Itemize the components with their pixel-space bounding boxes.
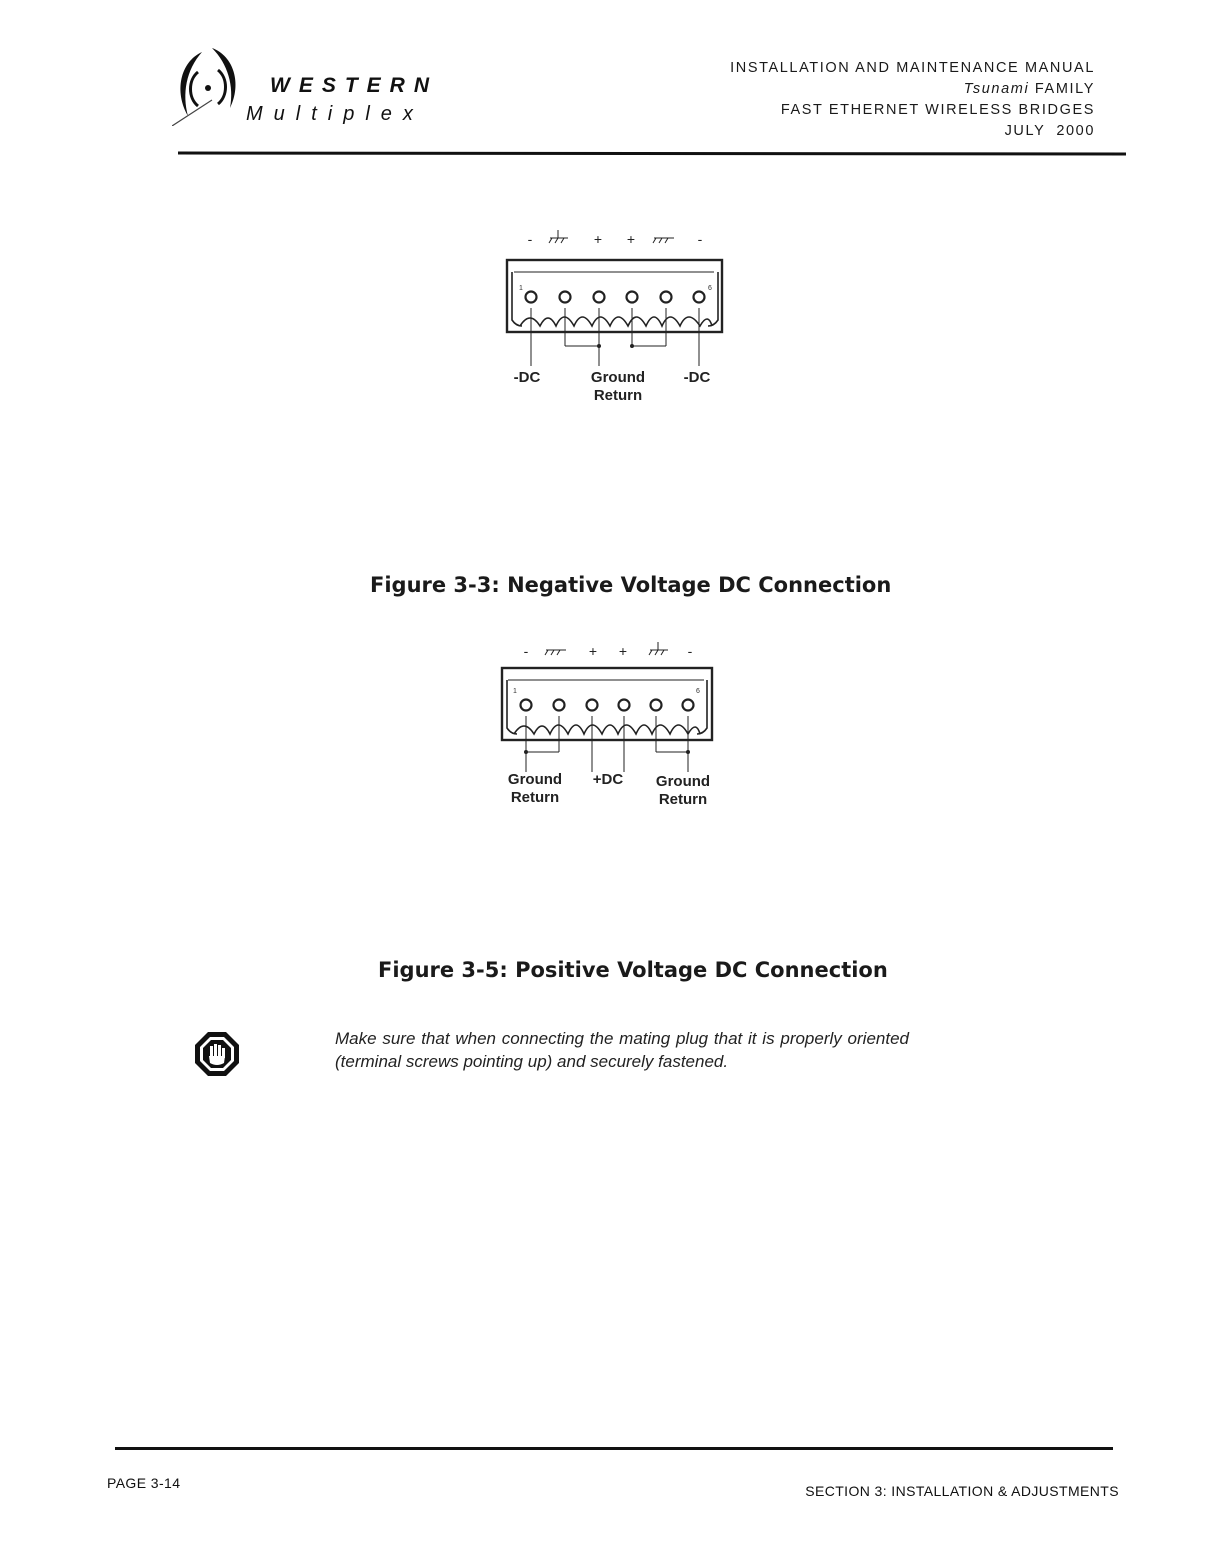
header-manual-title: INSTALLATION AND MAINTENANCE MANUAL	[730, 60, 1095, 76]
figure-3-5-connector-diagram	[480, 632, 730, 818]
header-divider	[178, 152, 1126, 156]
fig35-wire-leads	[525, 716, 690, 772]
western-multiplex-logo-icon	[172, 44, 252, 126]
fig33-mark-pin1: -	[527, 231, 533, 247]
fig33-mark-pin6: -	[697, 231, 703, 247]
fig35-pin-number-1: 1	[513, 688, 517, 695]
terminal-block-connector	[507, 260, 722, 332]
footer-divider	[115, 1447, 1113, 1450]
header-product-line: FAST ETHERNET WIRELESS BRIDGES	[780, 102, 1095, 118]
fig33-mark-pin3: +	[593, 231, 603, 247]
figure-3-3-connector-diagram	[490, 220, 740, 410]
logo-wordmark-western: WESTERN	[270, 74, 438, 97]
fig35-label-return-right: Return	[658, 791, 708, 808]
hand-stop-icon	[193, 1030, 241, 1078]
fig35-label-ground-left: Ground	[507, 771, 563, 788]
header-family-suffix: FAMILY	[1029, 81, 1095, 97]
terminal-screws	[521, 700, 694, 711]
terminal-screws	[526, 292, 705, 303]
logo-wordmark-multiplex: Multiplex	[246, 103, 424, 125]
fig33-pin-number-6: 6	[708, 285, 712, 292]
footer-section-title: SECTION 3: INSTALLATION & ADJUSTMENTS	[805, 1483, 1119, 1499]
fig35-label-plus-dc: +DC	[592, 771, 624, 788]
terminal-block-connector	[502, 668, 712, 740]
chassis-ground-symbol-icon	[545, 650, 566, 655]
fig33-label-ground: Ground	[590, 369, 646, 386]
fig35-pin-number-6: 6	[696, 688, 700, 695]
figure-3-5-caption: Figure 3-5: Positive Voltage DC Connection	[378, 958, 888, 982]
fig33-mark-pin4: +	[626, 231, 636, 247]
chassis-ground-symbol-icon	[653, 238, 674, 243]
figure-3-3-caption: Figure 3-3: Negative Voltage DC Connection	[370, 573, 892, 597]
fig35-label-ground-right: Ground	[655, 773, 711, 790]
fig33-label-minus-dc-right: -DC	[683, 369, 711, 386]
header-product-family	[964, 79, 1095, 100]
header-date: JULY 2000	[1004, 123, 1095, 139]
note-text: Make sure that when connecting the mating plug that it is properly oriented (terminal screws pointing up) and securely fastened.	[335, 1029, 909, 1071]
fig35-label-return-left: Return	[510, 789, 560, 806]
footer-page-number: PAGE 3-14	[107, 1475, 181, 1491]
fig35-mark-pin3: +	[588, 643, 598, 659]
fig33-label-minus-dc-left: -DC	[513, 369, 541, 386]
fig35-mark-pin4: +	[618, 643, 628, 659]
fig35-mark-pin1: -	[523, 643, 529, 659]
chassis-ground-symbol-icon	[649, 642, 668, 655]
fig33-label-return: Return	[593, 387, 643, 404]
chassis-ground-symbol-icon	[549, 230, 568, 243]
fig33-wire-leads	[531, 308, 699, 366]
fig33-pin-number-1: 1	[519, 285, 523, 292]
header-family-name: Tsunami	[963, 81, 1030, 97]
fig35-mark-pin6: -	[687, 643, 693, 659]
